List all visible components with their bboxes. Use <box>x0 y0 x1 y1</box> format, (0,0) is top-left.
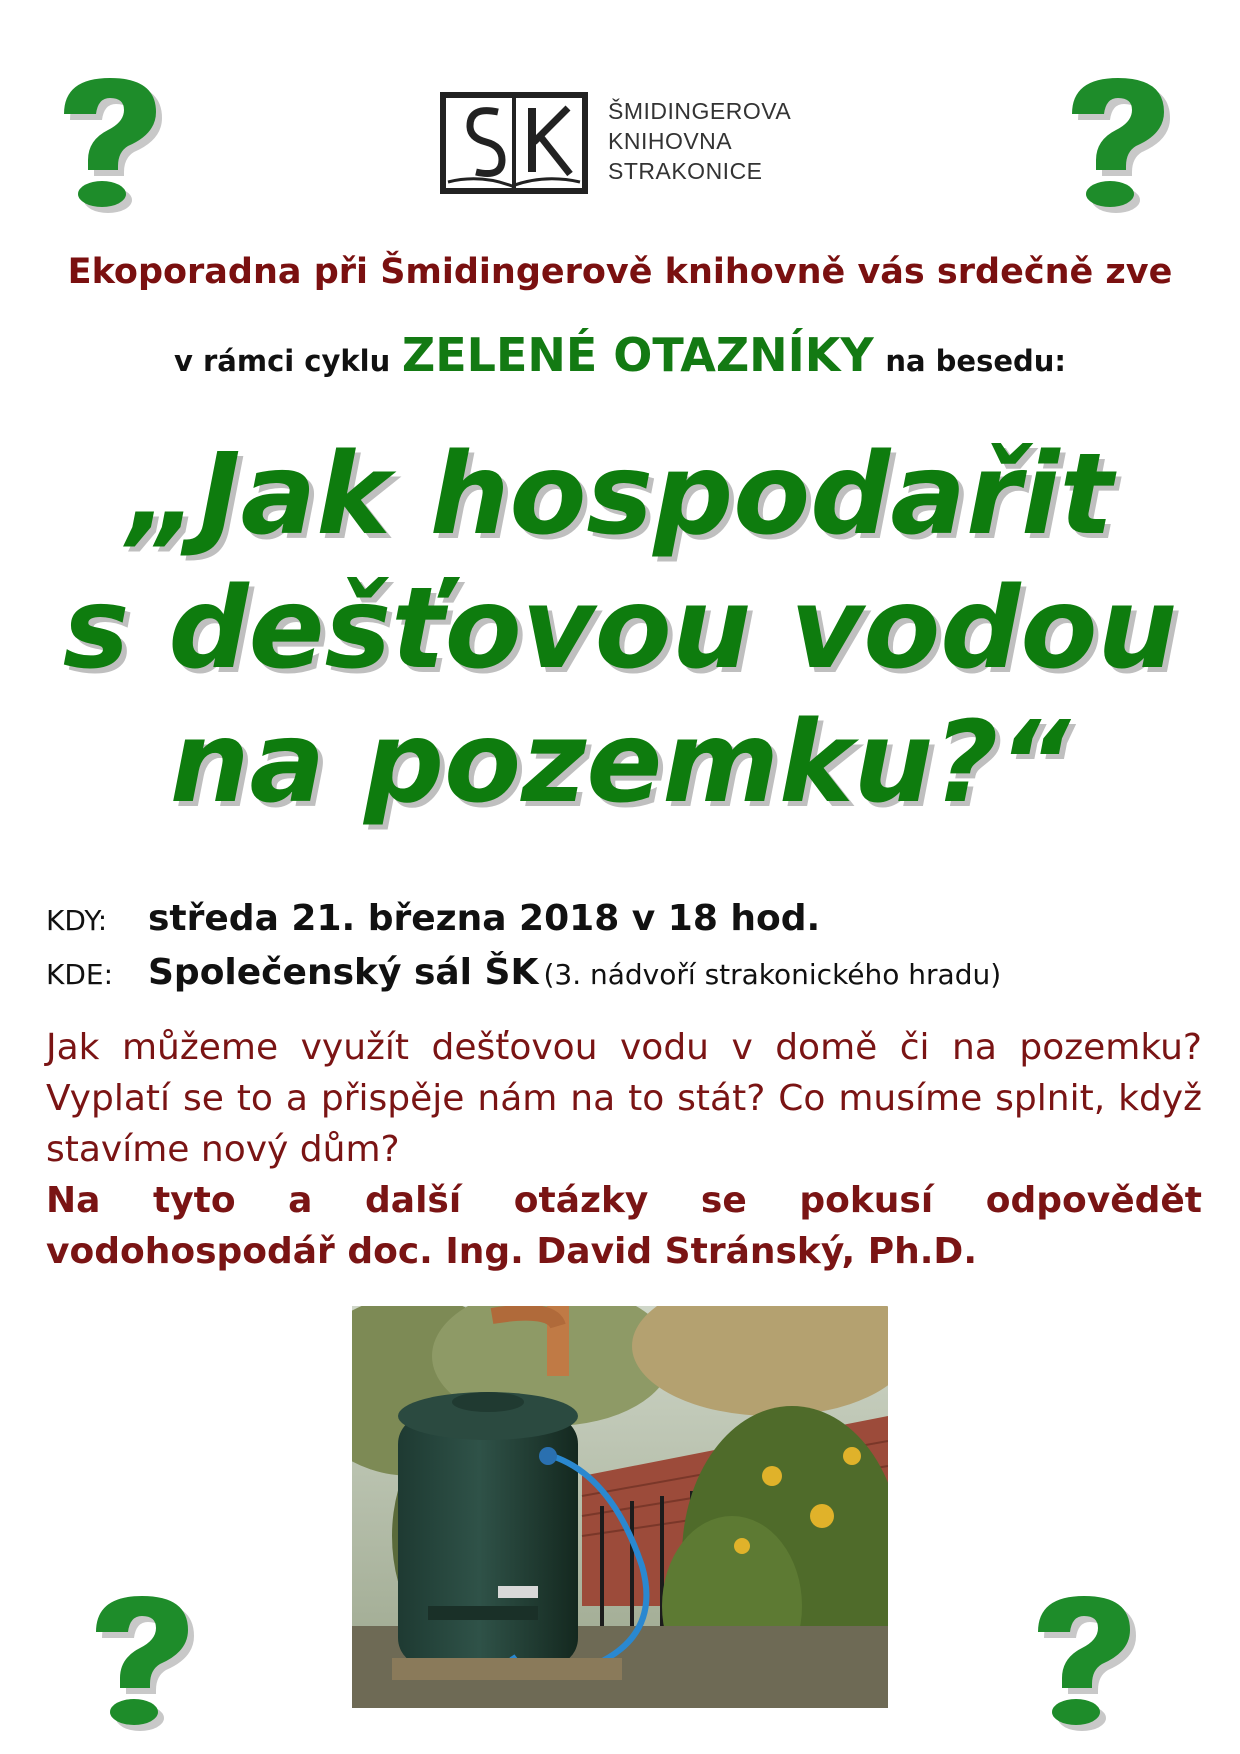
description-questions: Jak můžeme využít dešťovou vodu v domě či na pozemku? Vyplatí se to a přispěje nám na to stát? Co musíme splnit, když stavíme nový dům? <box>46 1027 1202 1170</box>
library-logo <box>440 92 840 202</box>
event-description <box>46 1022 1202 1277</box>
logo-line: KNIHOVNA <box>608 128 733 154</box>
logo-line: ŠMIDINGEROVA <box>608 98 792 124</box>
logo-wordmark <box>608 96 791 186</box>
title-line: „Jak hospodařit <box>126 430 1114 560</box>
where-label: KDE: <box>46 958 114 991</box>
event-title <box>0 428 1240 830</box>
cycle-suffix: na besedu: <box>885 344 1066 378</box>
book-logo-icon <box>440 92 588 194</box>
logo-line: STRAKONICE <box>608 158 763 184</box>
question-mark-icon <box>44 74 184 214</box>
title-line: s dešťovou vodou <box>62 564 1178 694</box>
question-mark-icon <box>76 1592 216 1732</box>
description-speaker: Na tyto a další otázky se pokusí odpovědět vodohospodář doc. Ing. David Stránský, Ph.D. <box>46 1180 1202 1272</box>
series-name: ZELENÉ OTAZNÍKY <box>401 328 874 382</box>
when-value: středa 21. března 2018 v 18 hod. <box>148 898 821 939</box>
question-mark-icon <box>1052 74 1192 214</box>
question-mark-icon <box>1018 1592 1158 1732</box>
invitation-line: Ekoporadna při Šmidingerově knihovně vás srdečně zve <box>67 252 1173 292</box>
event-where <box>46 952 1001 993</box>
when-label: KDY: <box>46 904 108 937</box>
event-when <box>46 898 820 939</box>
rainwater-tank-photo <box>352 1306 888 1708</box>
where-note: (3. nádvoří strakonického hradu) <box>543 958 1002 991</box>
where-value: Společenský sál ŠK <box>148 952 539 993</box>
cycle-line <box>0 328 1240 382</box>
cycle-prefix: v rámci cyklu <box>173 344 391 378</box>
title-line: na pozemku?“ <box>169 698 1071 828</box>
